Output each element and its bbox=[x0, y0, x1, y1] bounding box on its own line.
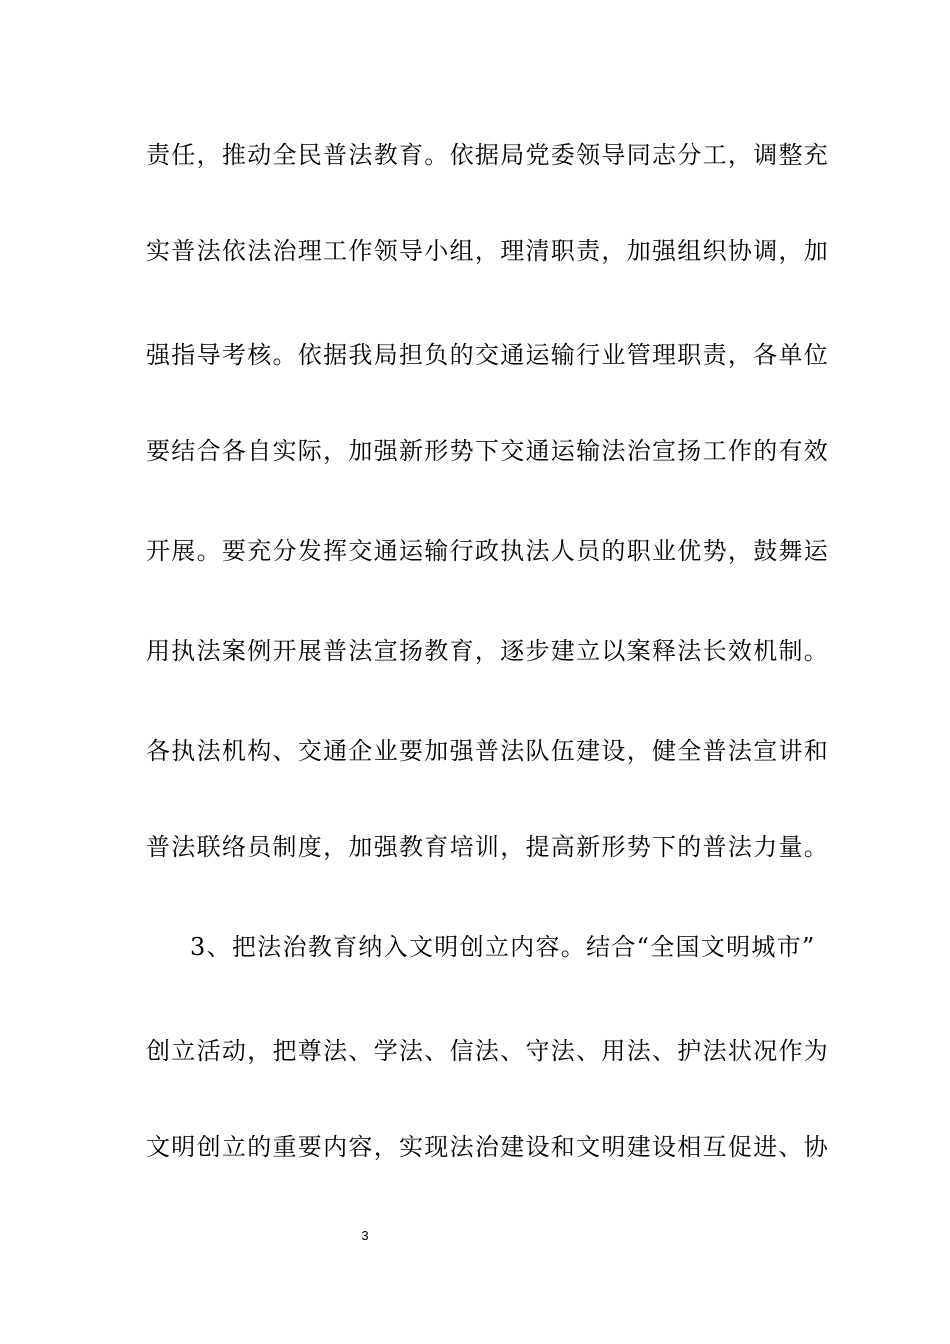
paragraph-line-1: 责任，推动全民普法教育。依据局党委领导同志分工，调整充 bbox=[146, 141, 830, 169]
paragraph-line-5: 开展。要充分发挥交通运输行政执法人员的职业优势，鼓舞运 bbox=[146, 537, 830, 565]
page-number: 3 bbox=[361, 1228, 369, 1243]
paragraph-line-4: 要结合各自实际，加强新形势下交通运输法治宣扬工作的有效 bbox=[146, 437, 830, 465]
paragraph-line-10: 创立活动，把尊法、学法、信法、守法、用法、护法状况作为 bbox=[146, 1037, 830, 1065]
paragraph-line-7: 各执法机构、交通企业要加强普法队伍建设，健全普法宣讲和 bbox=[146, 737, 830, 765]
paragraph-line-3: 强指导考核。依据我局担负的交通运输行业管理职责，各单位 bbox=[146, 341, 830, 369]
paragraph-line-6: 用执法案例开展普法宣扬教育，逐步建立以案释法长效机制。 bbox=[146, 637, 830, 665]
paragraph-line-2: 实普法依法治理工作领导小组，理清职责，加强组织协调，加 bbox=[146, 237, 830, 265]
paragraph-line-8: 普法联络员制度，加强教育培训，提高新形势下的普法力量。 bbox=[146, 833, 830, 861]
paragraph-line-9: 3、把法治教育纳入文明创立内容。结合“全国文明城市” bbox=[190, 933, 816, 961]
paragraph-line-11: 文明创立的重要内容，实现法治建设和文明建设相互促进、协 bbox=[146, 1133, 830, 1161]
